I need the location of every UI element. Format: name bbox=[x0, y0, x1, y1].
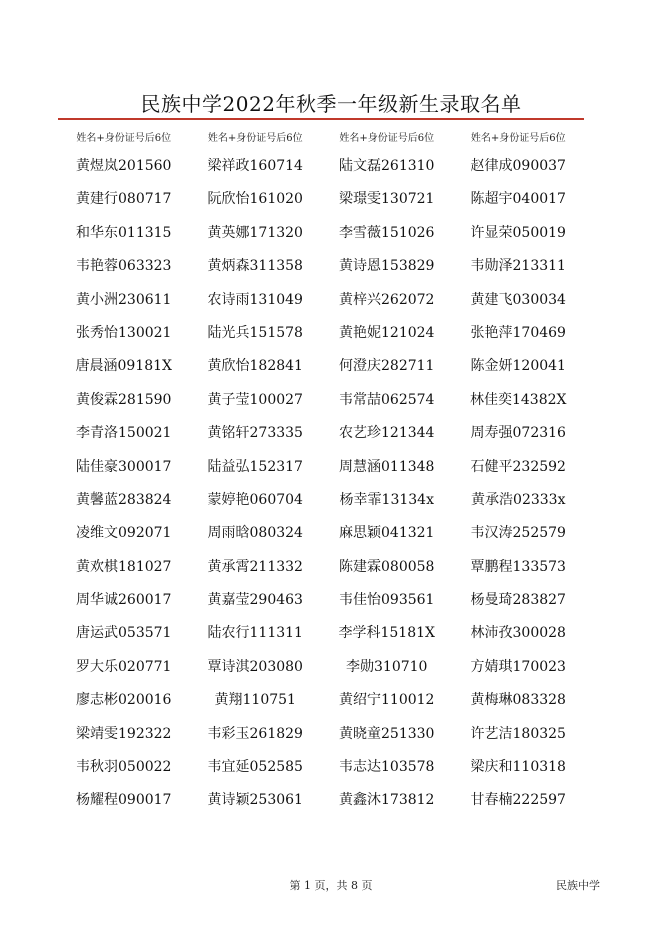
table-row bbox=[58, 217, 584, 250]
student-entry: 黄炳森311358 bbox=[207, 258, 303, 275]
student-entry: 廖志彬020016 bbox=[76, 692, 172, 709]
student-entry: 李学科15181X bbox=[338, 625, 435, 642]
student-entry: 黄翔110751 bbox=[214, 692, 296, 709]
student-entry: 黄晓童251330 bbox=[339, 725, 435, 742]
student-entry: 韦彩玉261829 bbox=[207, 725, 303, 742]
student-entry: 陆文磊261310 bbox=[339, 158, 435, 174]
column-header: 姓名+身份证号后6位 bbox=[76, 133, 172, 144]
table-row bbox=[58, 684, 584, 717]
student-entry: 覃诗淇203080 bbox=[207, 658, 303, 675]
student-entry: 黄诗颖253061 bbox=[207, 792, 303, 809]
student-entry: 李雪薇151026 bbox=[339, 224, 435, 241]
student-entry: 陆益弘152317 bbox=[207, 458, 303, 475]
footer-organization: 民族中学 bbox=[556, 879, 600, 892]
student-entry: 周雨晗080324 bbox=[207, 525, 303, 542]
column-header: 姓名+身份证号后6位 bbox=[339, 133, 435, 144]
student-entry: 黄铭轩273335 bbox=[207, 425, 303, 442]
student-entry: 许显荣050019 bbox=[470, 224, 566, 241]
student-entry: 韦秋羽050022 bbox=[76, 759, 172, 776]
student-entry: 覃鹏程133573 bbox=[470, 558, 566, 575]
title-divider bbox=[58, 118, 584, 120]
student-entry: 张秀怡130021 bbox=[76, 324, 172, 341]
student-entry: 黄欢棋181027 bbox=[76, 558, 172, 575]
student-entry: 梁璟雯130721 bbox=[339, 191, 435, 208]
student-entry: 方婧琪170023 bbox=[470, 658, 566, 675]
student-entry: 黄承浩02333x bbox=[471, 491, 566, 508]
student-entry: 蒙婷艳060704 bbox=[207, 491, 303, 508]
student-entry: 黄梓兴262072 bbox=[339, 291, 435, 308]
student-entry: 周华诚260017 bbox=[76, 592, 172, 609]
student-entry: 唐运武053571 bbox=[76, 625, 172, 642]
student-entry: 农艺珍121344 bbox=[339, 425, 435, 442]
student-entry: 罗大乐020771 bbox=[76, 658, 172, 675]
admission-table bbox=[58, 128, 584, 818]
student-entry: 唐晨涵09181X bbox=[75, 358, 172, 375]
student-entry: 黄欣怡182841 bbox=[207, 358, 303, 375]
student-entry: 黄艳妮121024 bbox=[339, 324, 435, 341]
student-entry: 黄子莹100027 bbox=[207, 391, 303, 408]
student-entry: 黄小洲230611 bbox=[76, 291, 172, 308]
student-entry: 陈金妍120041 bbox=[470, 358, 566, 375]
student-entry: 黄绍宁110012 bbox=[339, 692, 435, 709]
student-entry: 何澄庆282711 bbox=[339, 358, 435, 375]
student-entry: 黄俊霖281590 bbox=[76, 391, 172, 408]
table-row bbox=[58, 551, 584, 584]
table-row bbox=[58, 651, 584, 684]
student-entry: 黄鑫沐173812 bbox=[339, 792, 435, 809]
student-entry: 韦常喆062574 bbox=[339, 391, 435, 408]
student-entry: 麻思颖041321 bbox=[339, 525, 435, 542]
student-entry: 黄嘉莹290463 bbox=[207, 592, 303, 609]
student-entry: 黄承霄211332 bbox=[207, 558, 303, 575]
table-row bbox=[58, 350, 584, 383]
column-header: 姓名+身份证号后6位 bbox=[470, 133, 566, 144]
student-entry: 黄建飞030034 bbox=[470, 291, 566, 308]
student-entry: 黄英娜171320 bbox=[207, 224, 303, 241]
student-entry: 黄诗恩153829 bbox=[339, 258, 435, 275]
table-row bbox=[58, 584, 584, 617]
student-entry: 韦勋泽213311 bbox=[470, 258, 566, 275]
student-entry: 石健平232592 bbox=[470, 458, 566, 475]
table-row bbox=[58, 317, 584, 350]
table-row bbox=[58, 417, 584, 450]
table-row bbox=[58, 451, 584, 484]
student-entry: 和华东011315 bbox=[76, 224, 172, 241]
student-entry: 林沛孜300028 bbox=[470, 625, 566, 642]
student-entry: 周寿强072316 bbox=[470, 425, 566, 442]
student-entry: 农诗雨131049 bbox=[207, 291, 303, 308]
table-row bbox=[58, 784, 584, 817]
student-entry: 陆佳豪300017 bbox=[76, 458, 172, 475]
student-entry: 陆农行111311 bbox=[207, 625, 303, 642]
table-row bbox=[58, 384, 584, 417]
table-row bbox=[58, 751, 584, 784]
table-header-row bbox=[58, 128, 584, 150]
student-entry: 陆光兵151578 bbox=[207, 324, 303, 341]
student-entry: 韦佳怡093561 bbox=[339, 592, 435, 609]
table-row bbox=[58, 250, 584, 283]
student-entry: 杨耀程090017 bbox=[76, 792, 172, 809]
column-header: 姓名+身份证号后6位 bbox=[207, 133, 303, 144]
student-entry: 杨幸霏13134x bbox=[339, 491, 434, 508]
table-body bbox=[58, 150, 584, 818]
student-entry: 韦宜延052585 bbox=[207, 759, 303, 776]
student-entry: 杨曼琦283827 bbox=[470, 592, 566, 609]
student-entry: 林佳奕14382X bbox=[469, 391, 567, 408]
student-entry: 韦志达103578 bbox=[339, 759, 435, 776]
student-entry: 黄建行080717 bbox=[76, 191, 172, 208]
student-entry: 甘春楠222597 bbox=[470, 792, 566, 809]
student-entry: 陈超宇040017 bbox=[470, 191, 566, 208]
table-row bbox=[58, 484, 584, 517]
student-entry: 梁靖雯192322 bbox=[76, 725, 172, 742]
table-row bbox=[58, 617, 584, 650]
student-entry: 李勋310710 bbox=[346, 658, 428, 675]
student-entry: 许艺洁180325 bbox=[470, 725, 566, 742]
student-entry: 韦艳蓉063323 bbox=[76, 258, 172, 275]
table-row bbox=[58, 517, 584, 550]
page-title: 民族中学2022年秋季一年级新生录取名单 bbox=[140, 92, 522, 116]
student-entry: 陈建霖080058 bbox=[339, 558, 435, 575]
table-row bbox=[58, 718, 584, 751]
student-entry: 黄煜岚201560 bbox=[76, 158, 172, 174]
student-entry: 梁祥政160714 bbox=[207, 158, 303, 174]
table-row bbox=[58, 284, 584, 317]
student-entry: 凌维文092071 bbox=[76, 525, 172, 542]
page-number: 第 1 页，共 8 页 bbox=[289, 879, 373, 892]
student-entry: 韦汉涛252579 bbox=[470, 525, 566, 542]
student-entry: 阮欣怡161020 bbox=[207, 191, 303, 208]
student-entry: 张艳萍170469 bbox=[470, 324, 566, 341]
student-entry: 黄梅琳083328 bbox=[470, 692, 566, 709]
student-entry: 梁庆和110318 bbox=[470, 759, 566, 776]
table-row bbox=[58, 150, 584, 183]
student-entry: 赵律成090037 bbox=[470, 158, 566, 174]
table-row bbox=[58, 183, 584, 216]
student-entry: 周慧涵011348 bbox=[339, 458, 435, 475]
student-entry: 黄馨蓝283824 bbox=[76, 491, 172, 508]
student-entry: 李青洛150021 bbox=[76, 425, 172, 442]
